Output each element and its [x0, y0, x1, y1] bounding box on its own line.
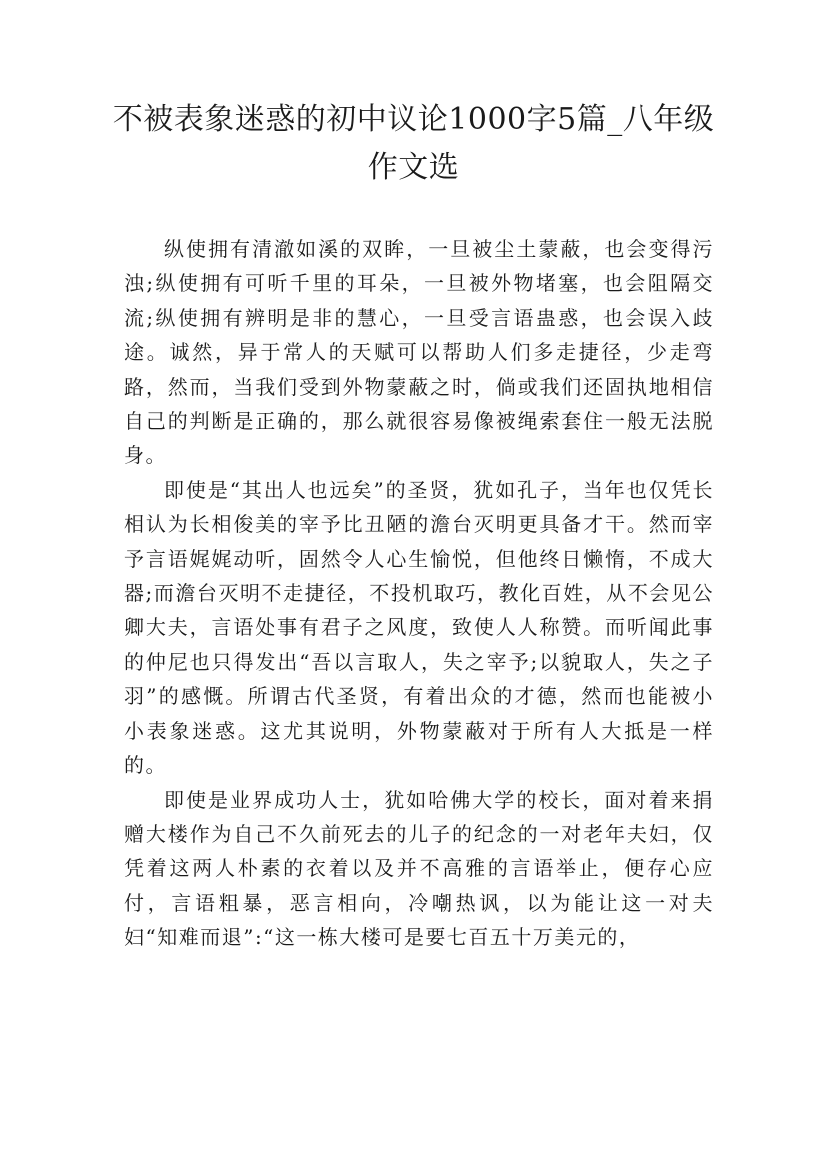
- document-title: 不被表象迷惑的初中议论1000字5篇_八年级作文选: [112, 102, 715, 185]
- document-body: [124, 232, 714, 955]
- paragraph-3: 即使是业界成功人士，犹如哈佛大学的校长，面对着来捐赠大楼作为自己不久前死去的儿子的纪念的一对老年夫妇，仅凭着这两人朴素的衣着以及并不高雅的言语举止，便存心应付，言语粗暴，恶言相向，冷嘲热讽，以为能让这一对夫妇“知难而退”:“这一栋大楼可是要七百五十万美元的，: [124, 787, 714, 950]
- paragraph-2: 即使是“其出人也远矣”的圣贤，犹如孔子，当年也仅凭长相认为长相俊美的宰予比丑陋的澹台灭明更具备才干。然而宰予言语娓娓动听，固然令人心生愉悦，但他终日懒惰，不成大器;而澹台灭明不走捷径，不投机取巧，教化百姓，从不会见公卿大夫，言语处事有君子之风度，致使人人称赞。而听闻此事的仲尼也只得发出“吾以言取人，失之宰予;以貌取人，失之子羽”的感慨。所谓古代圣贤，有着出众的才德，然而也能被小小表象迷惑。这尤其说明，外物蒙蔽对于所有人大抵是一样的。: [124, 477, 714, 778]
- paragraph-1: 纵使拥有清澈如溪的双眸，一旦被尘土蒙蔽，也会变得污浊;纵使拥有可听千里的耳朵，一旦被外物堵塞，也会阻隔交流;纵使拥有辨明是非的慧心，一旦受言语蛊惑，也会误入歧途。诚然，异于常人的天赋可以帮助人们多走捷径，少走弯路，然而，当我们受到外物蒙蔽之时，倘或我们还固执地相信自己的判断是正确的，那么就很容易像被绳索套住一般无法脱身。: [124, 237, 714, 468]
